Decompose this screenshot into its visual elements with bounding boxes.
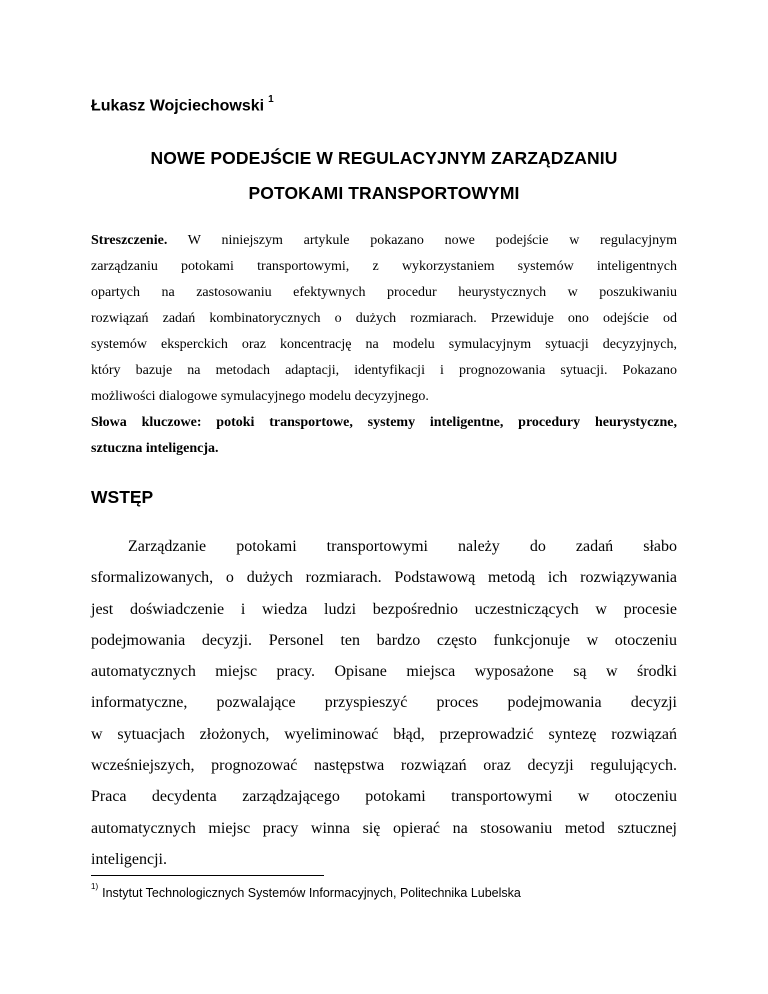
- footnote-mark: 1): [91, 882, 99, 891]
- body-line: Praca decydenta zarządzającego potokami transportowymi w otoczeniu: [91, 788, 677, 806]
- author-name: Łukasz Wojciechowski: [91, 97, 265, 115]
- abstract-line: który bazuje na metodach adaptacji, identyfikacji i prognozowania sytuacji. Pokazano: [91, 363, 677, 378]
- section-heading: WSTĘP: [91, 487, 154, 507]
- body-line: w sytuacjach złożonych, wyeliminować błąd, przeprowadzić syntezę rozwiązań: [91, 725, 677, 743]
- section-body: [91, 531, 677, 875]
- abstract-line: możliwości dialogowe symulacyjnego modelu decyzyjnego.: [91, 389, 429, 404]
- body-line: podejmowania decyzji. Personel ten bardzo często funkcjonuje w otoczeniu: [91, 631, 677, 649]
- keywords-line: [91, 436, 677, 462]
- body-line: wcześniejszych, prognozować następstwa rozwiązań oraz decyzji regulujących.: [91, 757, 677, 775]
- abstract: [91, 228, 677, 462]
- body-line: automatycznych miejsc pracy. Opisane miejsca wyposażone są w środki: [91, 663, 677, 681]
- footnote-divider: [91, 875, 324, 876]
- author-line: [91, 96, 274, 115]
- abstract-line: opartych na zastosowaniu efektywnych procedur heurystycznych w poszukiwaniu: [91, 285, 677, 300]
- keywords-text: Słowa kluczowe: potoki transportowe, systemy inteligentne, procedury heurystyczne,: [91, 415, 677, 430]
- body-line: informatyczne, pozwalające przyspieszyć proces podejmowania decyzji: [91, 694, 677, 712]
- body-line: Zarządzanie potokami transportowymi należy do zadań słabo: [128, 538, 677, 555]
- footnote-text: Instytut Technologicznych Systemów Informacyjnych, Politechnika Lubelska: [102, 886, 521, 901]
- paper-title-line-2: POTOKAMI TRANSPORTOWYMI: [248, 183, 520, 203]
- body-line: automatycznych miejsc pracy winna się opierać na stosowaniu metod sztucznej: [91, 819, 677, 837]
- footnote: [91, 882, 521, 901]
- author-footnote-mark: 1: [268, 94, 274, 105]
- abstract-line: rozwiązań zadań kombinatorycznych o dużych rozmiarach. Przewiduje ono odejście od: [91, 311, 677, 326]
- abstract-line: Streszczenie. W niniejszym artykule pokazano nowe podejście w regulacyjnym: [91, 233, 677, 248]
- paper-title-line-1: NOWE PODEJŚCIE W REGULACYJNYM ZARZĄDZANIU: [150, 148, 618, 168]
- keywords-text: sztuczna inteligencja.: [91, 441, 219, 456]
- abstract-label: Streszczenie.: [91, 233, 168, 248]
- body-line: inteligencji.: [91, 850, 167, 868]
- abstract-line: zarządzaniu potokami transportowymi, z wykorzystaniem systemów inteligentnych: [91, 259, 677, 274]
- body-line: jest doświadczenie i wiedza ludzi bezpośrednio uczestniczących w procesie: [91, 600, 677, 618]
- abstract-line: systemów eksperckich oraz koncentrację na modelu symulacyjnym sytuacji decyzyjnych,: [91, 337, 677, 352]
- keywords-line: [91, 410, 677, 436]
- body-line: sformalizowanych, o dużych rozmiarach. Podstawową metodą ich rozwiązywania: [91, 569, 677, 587]
